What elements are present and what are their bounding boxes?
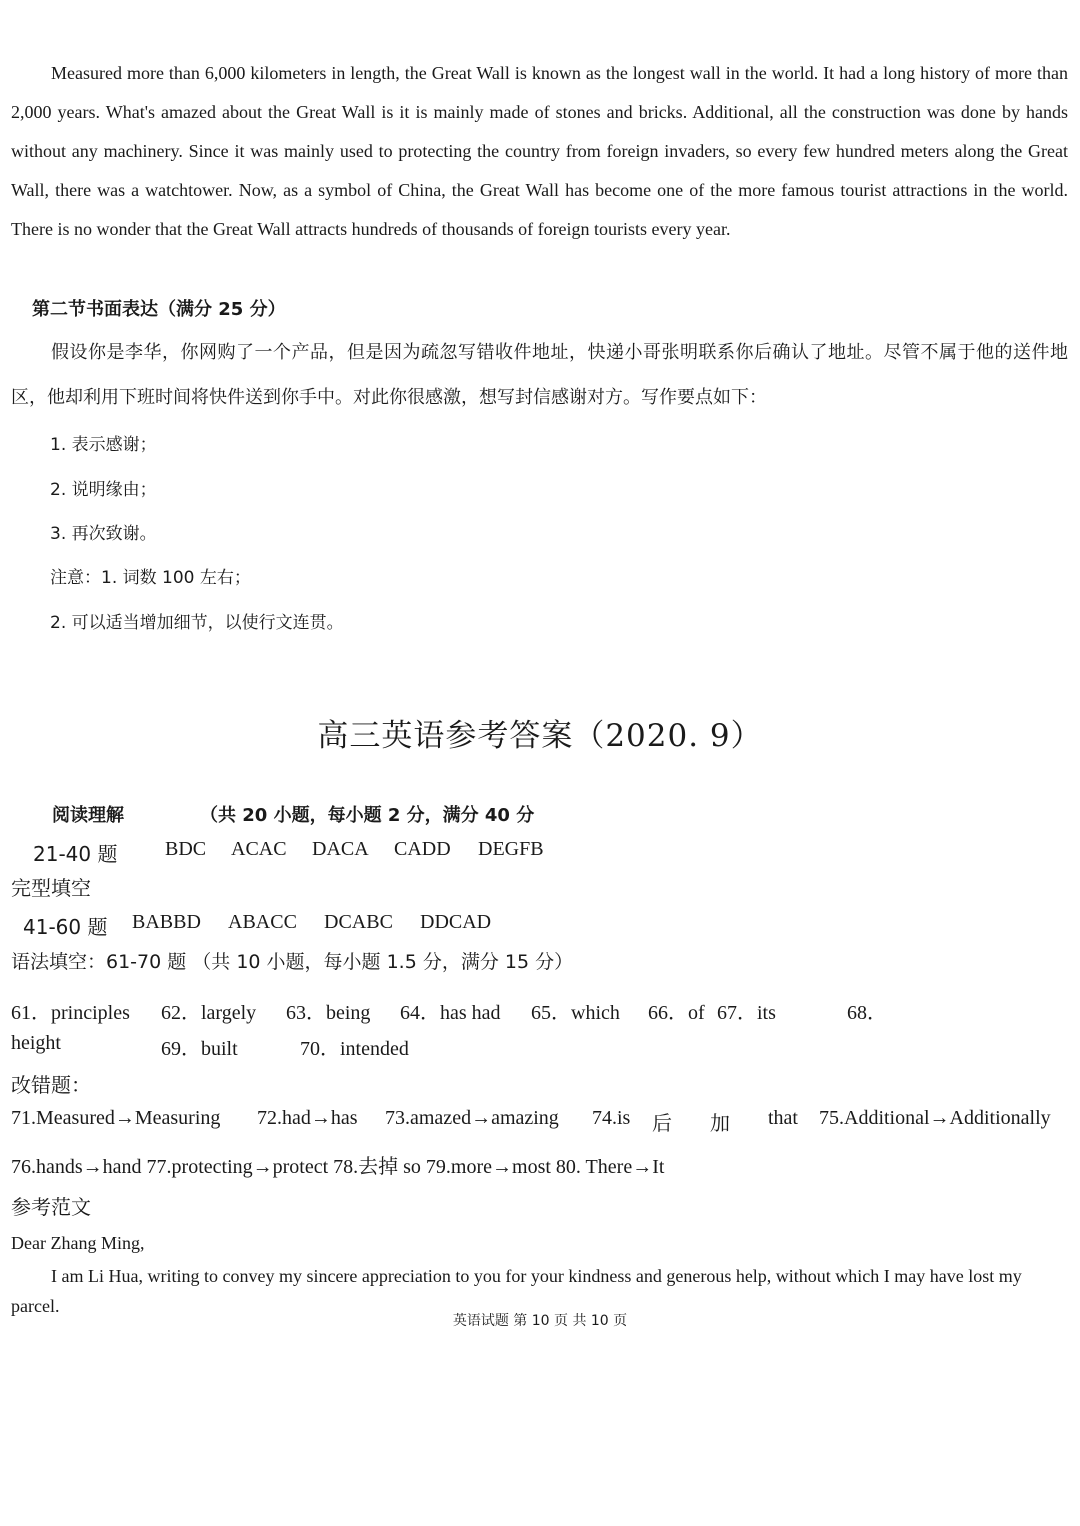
correction-passage bbox=[11, 54, 1068, 249]
grammar-item-68-answer: height bbox=[11, 1032, 61, 1054]
cloze-group-2: ABACC bbox=[228, 911, 297, 933]
passage-text: Measured more than 6,000 kilometers in length, the Great Wall is known as the longest wall in the world. It had a long history of more than 2,000 years. What's amazed about the Great Wall is it is mainly made of stones and bricks. Additional, all the construction was done by hands without any machinery. Since it was mainly used to protecting the country from foreign invaders, so every few hundred meters along the Great Wall, there was a watchtower. Now, as a symbol of China, the Great Wall has become one of the more famous tourist attractions in the world. There is no wonder that the Great Wall attracts hundreds of thousands of foreign tourists every year. bbox=[11, 63, 1068, 239]
cloze-range-text: 41-60 题 bbox=[23, 915, 108, 939]
writing-point-2: 2. 说明缘由； bbox=[50, 480, 157, 500]
reading-info: （共 20 小题，每小题 2 分，满分 40 分 bbox=[200, 805, 535, 826]
correction-74: 74.is bbox=[592, 1107, 631, 1129]
reading-group-5: DEGFB bbox=[478, 838, 544, 860]
correction-74-add: 加 bbox=[710, 1111, 730, 1135]
correction-75: 75.Additional→Additionally bbox=[819, 1107, 1051, 1129]
grammar-item-67: 67．its bbox=[717, 1002, 776, 1024]
correction-74-after: 后 bbox=[652, 1111, 672, 1135]
reading-range bbox=[33, 838, 117, 867]
correction-73: 73.amazed→amazing bbox=[385, 1107, 559, 1129]
grammar-item-64: 64．has had bbox=[400, 1002, 501, 1024]
grammar-item-63: 63．being bbox=[286, 1002, 371, 1024]
page-footer: 英语试题 第 10 页 共 10 页 bbox=[452, 1313, 628, 1329]
grammar-item-61: 61．principles bbox=[11, 1002, 130, 1024]
grammar-label: 语法填空：61-70 题 （共 10 小题，每小题 1.5 分，满分 15 分） bbox=[11, 951, 574, 973]
essay-salutation: Dear Zhang Ming, bbox=[11, 1233, 145, 1253]
writing-point-3: 3. 再次致谢。 bbox=[50, 524, 157, 544]
reading-group-3: DACA bbox=[312, 838, 369, 860]
cloze-group-4: DDCAD bbox=[420, 911, 492, 933]
grammar-item-70: 70．intended bbox=[300, 1038, 409, 1060]
answer-key-title: 高三英语参考答案（2020. 9） bbox=[317, 718, 763, 754]
sample-essay-label: 参考范文 bbox=[11, 1195, 91, 1219]
cloze-group-3: DCABC bbox=[324, 911, 393, 933]
reading-label: 阅读理解 bbox=[52, 805, 124, 826]
correction-72: 72.had→has bbox=[257, 1107, 358, 1129]
writing-prompt bbox=[11, 330, 1068, 420]
writing-section-title: 第二节书面表达（满分 25 分） bbox=[32, 299, 286, 320]
grammar-item-69: 69．built bbox=[161, 1038, 238, 1060]
essay-text: I am Li Hua, writing to convey my sincere appreciation to you for your kindness and generous help, without which I may have lost my parcel. bbox=[11, 1266, 1022, 1316]
reading-group-1: BDC bbox=[165, 838, 207, 860]
writing-point-1: 1. 表示感谢； bbox=[50, 435, 157, 455]
writing-prompt-text: 假设你是李华，你网购了一个产品，但是因为疏忽写错收件地址，快递小哥张明联系你后确认了地址。尽管不属于他的送件地区，他却利用下班时间将快件送到你手中。对此你很感激，想写封信感谢对方。写作要点如下： bbox=[11, 342, 1068, 408]
grammar-item-65: 65．which bbox=[531, 1002, 620, 1024]
cloze-range bbox=[23, 911, 107, 940]
writing-note: 注意：1. 词数 100 左右； bbox=[50, 568, 251, 588]
correction-line-2: 76.hands→hand 77.protecting→protect 78.去掉 so 79.more→most 80. There→It bbox=[11, 1156, 665, 1178]
grammar-item-66: 66．of bbox=[648, 1002, 705, 1024]
correction-74-word: that bbox=[768, 1107, 798, 1129]
correction-label: 改错题： bbox=[11, 1073, 91, 1097]
reading-range-text: 21-40 题 bbox=[33, 842, 118, 866]
writing-note-2: 2. 可以适当增加细节，以使行文连贯。 bbox=[50, 613, 344, 633]
grammar-item-68: 68． bbox=[847, 1002, 887, 1024]
correction-71: 71.Measured→Measuring bbox=[11, 1107, 221, 1129]
reading-group-2: ACAC bbox=[231, 838, 287, 860]
grammar-item-62: 62．largely bbox=[161, 1002, 257, 1024]
cloze-label: 完型填空 bbox=[11, 876, 91, 900]
cloze-group-1: BABBD bbox=[132, 911, 201, 933]
reading-group-4: CADD bbox=[394, 838, 451, 860]
